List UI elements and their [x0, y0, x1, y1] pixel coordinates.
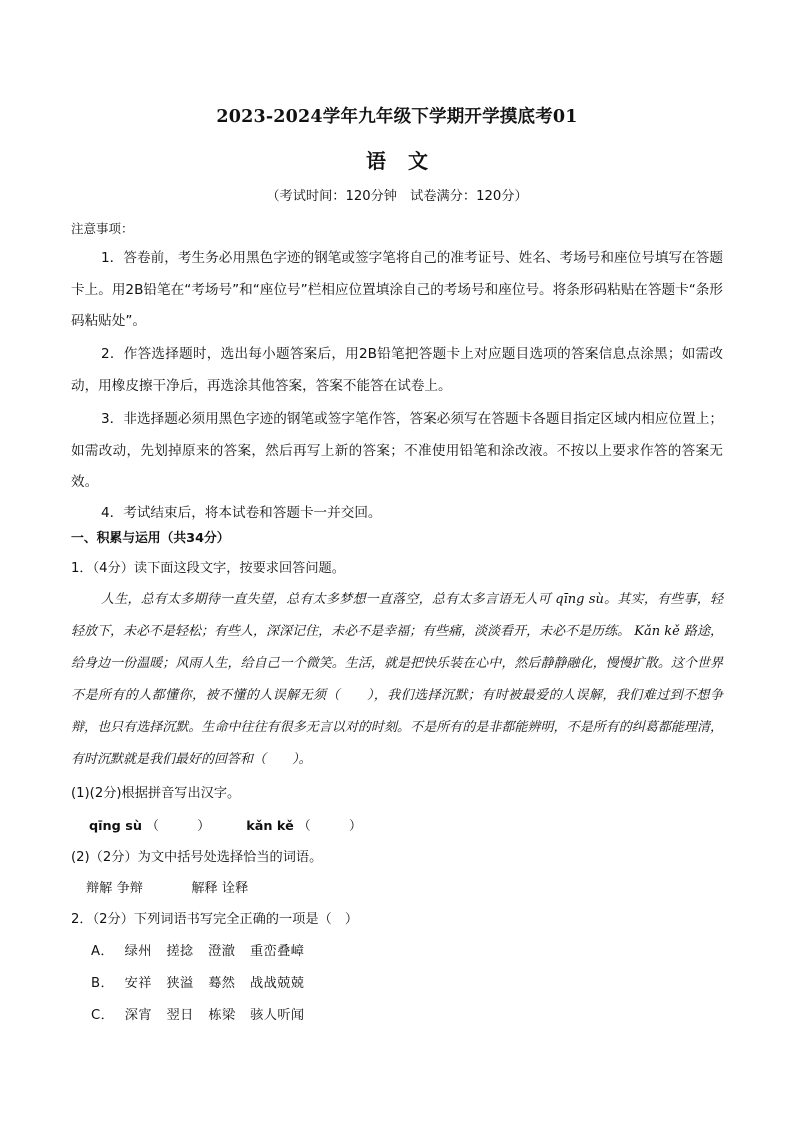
pinyin-1: qīng sù — [89, 819, 142, 834]
question-1-sub2: (2)（2分）为文中括号处选择恰当的词语。 — [71, 850, 323, 865]
choice-b[interactable] — [91, 972, 314, 991]
choice-word: 骇人听闻 — [250, 1008, 305, 1023]
choice-word: 搓捻 — [166, 944, 194, 959]
choice-word: 重峦叠嶂 — [249, 944, 305, 959]
choice-word: 澄澈 — [208, 944, 236, 959]
choice-letter: B． — [91, 976, 115, 991]
exam-info: （考试时间：120分钟 试卷满分：120分） — [266, 189, 528, 204]
choice-letter: C． — [91, 1008, 115, 1023]
answer-blank-1[interactable]: （ ） — [146, 819, 211, 834]
question-1-stem: 1．（4分）读下面这段文字，按要求回答问题。 — [71, 561, 345, 576]
pinyin-2: kǎn kě — [246, 819, 294, 834]
choice-word: 翌日 — [166, 1008, 194, 1023]
choice-word: 栋梁 — [208, 1008, 236, 1023]
choice-word: 深宵 — [124, 1008, 152, 1023]
answer-blank-2[interactable]: （ ） — [297, 819, 362, 834]
choice-a[interactable] — [91, 940, 314, 959]
choice-word: 安祥 — [124, 976, 152, 991]
notice-item-2: 2．作答选择题时，选出每小题答案后，用2B铅笔把答题卡上对应题目选项的答案信息点涂黑；如需改动，用橡皮擦干净后，再选涂其他答案，答案不能答在试卷上。 — [71, 346, 723, 394]
notice-item-4: 4．考试结束后，将本试卷和答题卡一并交回。 — [101, 505, 382, 521]
notice-title: 注意事项： — [71, 221, 134, 236]
choice-c[interactable] — [91, 1004, 315, 1023]
subject-title: 语文 — [366, 149, 450, 173]
word-options-row — [86, 877, 248, 896]
notice-item-3: 3．非选择题必须用黑色字迹的钢笔或签字笔作答，答案必须写在答题卡各题目指定区域内相应位置上；如需改动，先划掉原来的答案，然后再写上新的答案；不准使用铅笔和涂改液。不按以上要求作答的答案无效。 — [71, 411, 723, 490]
question-1-passage: 人生，总有太多期待一直失望，总有太多梦想一直落空，总有太多言语无人可 qīng sù。其实，有些事，轻轻放下，未必不是轻松；有些人，深深记住，未必不是幸福；有些痛，淡淡看开，未必不是历练。 Kǎn kě 路途，给身边一份温暖；风雨人生，给自己一个微笑。生活，就是把快乐装在心中，然后静静融化，慢慢扩散。这个世界不是所有的人都懂你，被不懂的人误解无须（ ），我们选择沉默；有时被最爱的人误解，我们难过到不想争辩，也只有选择沉默。生命中往往有很多无言以对的时刻。不是所有的是非都能辨明，不是所有的纠葛都能理清，有时沉默就是我们最好的回答和（ ）。 — [71, 592, 723, 767]
question-1-sub1: (1)(2分)根据拼音写出汉字。 — [71, 786, 241, 801]
notice-item-1: 1．答卷前，考生务必用黑色字迹的钢笔或签字笔将自己的准考证号、姓名、考场号和座位号填写在答题卡上。用2B铅笔在“考场号”和“座位号”栏相应位置填涂自己的考场号和座位号。将条形码粘贴在答题卡“条形码粘贴处”。 — [71, 250, 723, 329]
question-2-stem: 2．（2分）下列词语书写完全正确的一项是（ ） — [71, 912, 359, 927]
word-option-group-b: 解释 诠释 — [191, 881, 249, 896]
section-heading: 一、积累与运用（共34分） — [71, 531, 230, 546]
word-option-group-a: 辩解 争辩 — [86, 881, 143, 896]
choice-word: 战战兢兢 — [249, 976, 305, 991]
choice-word: 绿州 — [124, 944, 152, 959]
choice-word: 蓦然 — [208, 976, 236, 991]
exam-title: 2023-2024学年九年级下学期开学摸底考01 — [216, 107, 578, 127]
choice-word: 狭溢 — [166, 976, 194, 991]
choice-letter: A． — [91, 944, 115, 959]
pinyin-row — [89, 815, 362, 834]
